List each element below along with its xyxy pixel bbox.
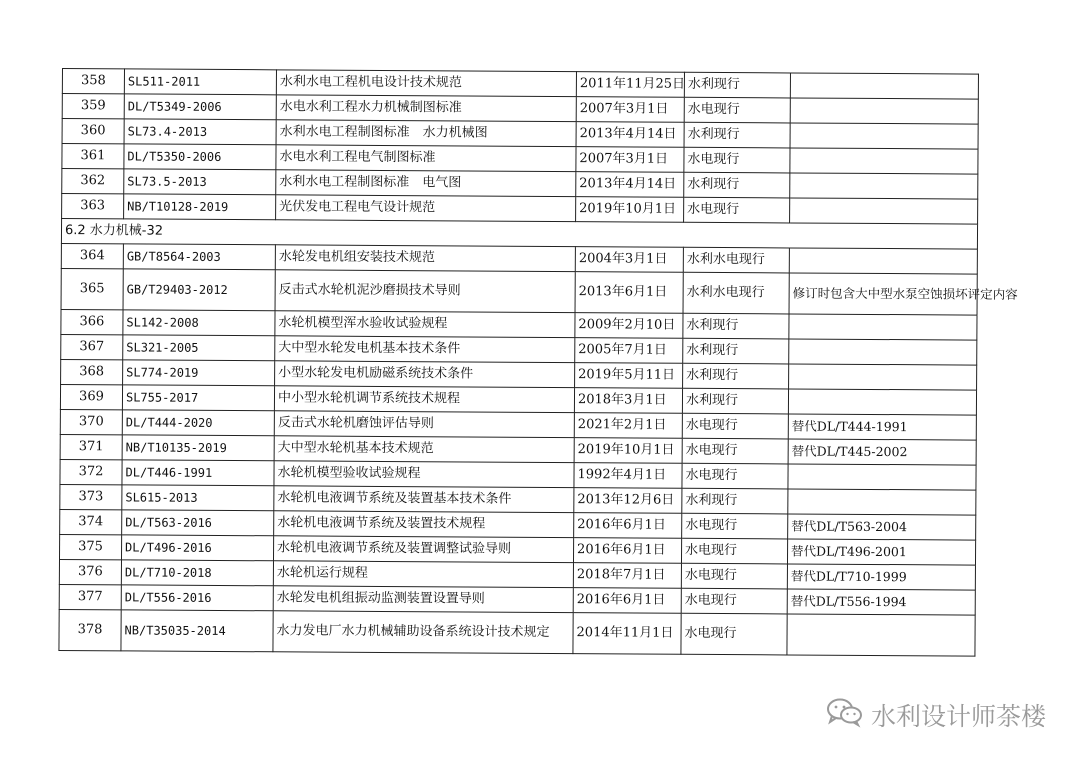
table-row (59, 609, 975, 656)
standard-code: SL73.4-2013 (124, 119, 276, 145)
effective-date: 2014年11月1日 (573, 613, 681, 655)
note-cell (790, 123, 978, 149)
row-number: 378 (59, 609, 121, 650)
effective-date: 2016年6月1日 (573, 538, 681, 564)
effective-date: 2018年3月1日 (574, 388, 682, 414)
effective-date: 2009年2月10日 (575, 313, 683, 339)
wechat-icon (825, 697, 863, 733)
effective-date: 2007年3月1日 (576, 147, 684, 173)
effective-date: 2011年11月25日 (576, 72, 684, 98)
row-number: 375 (59, 534, 121, 559)
note-cell (789, 314, 977, 340)
row-number: 363 (62, 194, 124, 219)
row-number: 361 (62, 144, 124, 169)
row-number: 368 (61, 359, 123, 384)
standards-sheet (58, 68, 1018, 657)
note-cell: 替代DL/T496-2001 (787, 539, 975, 565)
standard-code: NB/T35035-2014 (121, 610, 273, 652)
status-cell: 水利现行 (683, 338, 789, 364)
standard-code: DL/T5350-2006 (124, 144, 276, 170)
note-cell (789, 364, 977, 390)
standard-code: NB/T10128-2019 (124, 194, 276, 220)
status-cell: 水利现行 (682, 488, 788, 514)
standard-name: 反击式水轮机泥沙磨损技术导则 (275, 270, 575, 313)
standard-code: DL/T446-1991 (122, 460, 274, 486)
status-cell: 水利现行 (682, 388, 788, 414)
standard-name: 水轮机电液调节系统及装置技术规程 (274, 511, 574, 538)
standard-name: 水轮发电机组振动监测装置设置导则 (273, 586, 573, 613)
standard-name: 水力发电厂水力机械辅助设备系统设计技术规定 (273, 611, 573, 654)
standard-name: 水轮机模型浑水验收试验规程 (275, 311, 575, 338)
status-cell: 水电现行 (684, 147, 790, 173)
effective-date: 2007年3月1日 (576, 97, 684, 123)
standard-code: DL/T563-2016 (122, 510, 274, 536)
table-body-b (59, 243, 1018, 656)
row-number: 377 (59, 584, 121, 609)
effective-date: 2005年7月1日 (575, 338, 683, 364)
standard-name: 反击式水轮机磨蚀评估导则 (274, 411, 574, 438)
standard-code: DL/T444-2020 (122, 410, 274, 436)
note-cell (790, 198, 978, 224)
row-number: 369 (60, 384, 122, 409)
note-cell: 替代DL/T710-1999 (787, 564, 975, 590)
note-cell (790, 98, 978, 124)
section-title: 6.2 水力机械-32 (61, 219, 977, 250)
note-cell (789, 339, 977, 365)
standard-code: DL/T496-2016 (121, 535, 273, 561)
watermark-text: 水利设计师茶楼 (870, 702, 1046, 731)
status-cell: 水利现行 (684, 72, 790, 98)
row-number: 366 (61, 309, 123, 334)
effective-date: 2019年10月1日 (574, 438, 682, 464)
standard-code: GB/T29403-2012 (123, 269, 275, 311)
effective-date: 2019年5月11日 (575, 363, 683, 389)
standard-code: SL755-2017 (122, 385, 274, 411)
standards-table (58, 68, 1018, 657)
row-number: 370 (60, 409, 122, 434)
note-cell: 修订时包含大中型水泵空蚀损坏评定内容 (789, 273, 977, 315)
row-number: 372 (60, 459, 122, 484)
standard-name: 水利水电工程机电设计技术规范 (276, 70, 576, 97)
standard-name: 大中型水轮机基本技术规范 (274, 436, 574, 463)
standard-name: 水利水电工程制图标准 水力机械图 (276, 120, 576, 147)
note-cell (790, 73, 978, 99)
standard-name: 水轮机运行规程 (273, 561, 573, 588)
standard-code: SL73.5-2013 (124, 169, 276, 195)
status-cell: 水电现行 (682, 438, 788, 464)
standard-code: SL615-2013 (122, 485, 274, 511)
row-number: 359 (62, 94, 124, 119)
watermark (825, 697, 1046, 733)
note-cell (788, 464, 976, 490)
effective-date: 2021年2月1日 (574, 413, 682, 439)
standard-name: 水电水利工程电气制图标准 (276, 145, 576, 172)
status-cell: 水电现行 (681, 538, 787, 564)
status-cell: 水电现行 (682, 463, 788, 489)
standard-code: NB/T10135-2019 (122, 435, 274, 461)
status-cell: 水电现行 (684, 197, 790, 223)
status-cell: 水利现行 (683, 363, 789, 389)
row-number: 367 (61, 334, 123, 359)
row-number: 360 (62, 119, 124, 144)
effective-date: 2016年6月1日 (574, 513, 682, 539)
note-cell: 替代DL/T556-1994 (787, 589, 975, 615)
standard-code: SL321-2005 (123, 335, 275, 361)
note-cell (790, 148, 978, 174)
effective-date: 2004年3月1日 (575, 247, 683, 273)
note-cell (790, 173, 978, 199)
standard-code: DL/T710-2018 (121, 560, 273, 586)
standard-code: SL774-2019 (123, 360, 275, 386)
standard-name: 水轮机电液调节系统及装置基本技术条件 (274, 486, 574, 513)
effective-date: 2013年4月14日 (576, 122, 684, 148)
standard-name: 小型水轮发电机励磁系统技术条件 (275, 361, 575, 388)
status-cell: 水利现行 (684, 172, 790, 198)
status-cell: 水利水电现行 (683, 247, 789, 273)
note-cell (789, 248, 977, 274)
status-cell: 水电现行 (682, 413, 788, 439)
status-cell: 水电现行 (682, 513, 788, 539)
effective-date: 2019年10月1日 (576, 197, 684, 223)
row-number: 374 (60, 509, 122, 534)
standard-name: 水电水利工程水力机械制图标准 (276, 95, 576, 122)
note-cell (788, 389, 976, 415)
row-number: 376 (59, 559, 121, 584)
row-number: 358 (62, 69, 124, 94)
standard-name: 水轮发电机组安装技术规范 (275, 245, 575, 272)
status-cell: 水利现行 (684, 122, 790, 148)
standard-code: SL142-2008 (123, 310, 275, 336)
status-cell: 水利现行 (683, 313, 789, 339)
effective-date: 1992年4月1日 (574, 463, 682, 489)
row-number: 373 (60, 484, 122, 509)
note-cell (787, 614, 975, 656)
table-body-a (62, 69, 979, 225)
table-row (61, 268, 977, 315)
row-number: 365 (61, 268, 123, 309)
status-cell: 水电现行 (684, 97, 790, 123)
standard-code: DL/T556-2016 (121, 585, 273, 611)
effective-date: 2013年6月1日 (575, 272, 683, 314)
standard-name: 水利水电工程制图标准 电气图 (276, 170, 576, 197)
effective-date: 2018年7月1日 (573, 563, 681, 589)
note-cell: 替代DL/T445-2002 (788, 439, 976, 465)
note-cell: 替代DL/T563-2004 (788, 514, 976, 540)
status-cell: 水电现行 (681, 613, 787, 655)
standard-name: 水轮机模型验收试验规程 (274, 461, 574, 488)
standard-name: 中小型水轮机调节系统技术规程 (274, 386, 574, 413)
standard-code: DL/T5349-2006 (124, 94, 276, 120)
standard-name: 光伏发电工程电气设计规范 (276, 195, 576, 222)
standard-name: 水轮机电液调节系统及装置调整试验导则 (273, 536, 573, 563)
standard-code: GB/T8564-2003 (123, 244, 275, 270)
row-number: 371 (60, 434, 122, 459)
status-cell: 水电现行 (681, 563, 787, 589)
row-number: 364 (61, 243, 123, 268)
effective-date: 2013年4月14日 (576, 172, 684, 198)
standard-code: SL511-2011 (124, 69, 276, 95)
status-cell: 水利水电现行 (683, 272, 789, 314)
effective-date: 2016年6月1日 (573, 588, 681, 614)
note-cell (788, 489, 976, 515)
standard-name: 大中型水轮发电机基本技术条件 (275, 336, 575, 363)
row-number: 362 (62, 169, 124, 194)
effective-date: 2013年12月6日 (574, 488, 682, 514)
status-cell: 水电现行 (681, 588, 787, 614)
note-cell: 替代DL/T444-1991 (788, 414, 976, 440)
